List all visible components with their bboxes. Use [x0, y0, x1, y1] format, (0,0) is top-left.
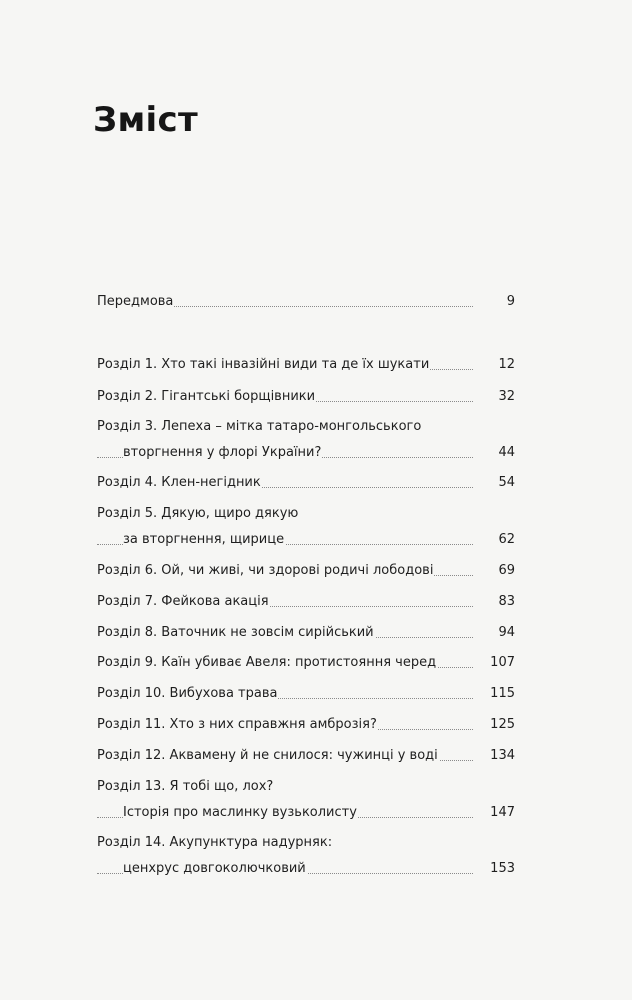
- page-number: 107: [490, 655, 515, 670]
- entry-title: Розділ 1. Хто такі інвазійні види та де їх шукати: [97, 357, 430, 372]
- toc-entry-chapter-2[interactable]: [97, 380, 515, 410]
- page-number: 12: [498, 357, 515, 372]
- entry-title: Розділ 9. Каїн убиває Авеля: протистояння черед: [97, 655, 437, 670]
- page-number: 62: [498, 532, 515, 547]
- entry-title: Розділ 10. Вибухова трава: [97, 686, 278, 701]
- entry-title-line-1: Розділ 5. Дякую, щиро дякую: [97, 506, 299, 521]
- entry-title: Розділ 4. Клен-негідник: [97, 475, 261, 490]
- entry-title-line-2: Історія про маслинку вузьколисту: [123, 805, 357, 820]
- entry-title: Розділ 11. Хто з них справжня амброзія?: [97, 717, 377, 732]
- toc-entry-chapter-13[interactable]: [97, 770, 515, 826]
- entry-title-line-1: Розділ 3. Лепеха – мітка татаро-монгольського: [97, 419, 422, 434]
- toc-entry-chapter-6[interactable]: [97, 554, 515, 584]
- entry-title-line-2: ценхрус довгоколючковий: [123, 861, 306, 876]
- toc-entry-chapter-5[interactable]: [97, 497, 515, 553]
- toc-entry-chapter-1[interactable]: [97, 348, 515, 378]
- page-number: 44: [498, 445, 515, 460]
- toc-entry-chapter-11[interactable]: [97, 708, 515, 738]
- toc-entry-chapter-7[interactable]: [97, 585, 515, 615]
- toc-entry-preface[interactable]: [97, 285, 515, 315]
- toc-entry-chapter-12[interactable]: [97, 739, 515, 769]
- entry-title: Розділ 6. Ой, чи живі, чи здорові родичі лободові: [97, 563, 434, 578]
- page-number: 115: [490, 686, 515, 701]
- toc-entry-chapter-3[interactable]: [97, 410, 515, 466]
- page-number: 83: [498, 594, 515, 609]
- entry-title: Розділ 7. Фейкова акація: [97, 594, 269, 609]
- toc-entry-chapter-4[interactable]: [97, 466, 515, 496]
- page-number: 54: [498, 475, 515, 490]
- entry-title: Розділ 12. Аквамену й не снилося: чужинці у воді: [97, 748, 438, 763]
- toc-entry-chapter-10[interactable]: [97, 677, 515, 707]
- page-number: 153: [490, 861, 515, 876]
- toc-entry-chapter-8[interactable]: [97, 616, 515, 646]
- page-number: 9: [506, 294, 515, 309]
- entry-title: Розділ 8. Ваточник не зовсім сирійський: [97, 625, 374, 640]
- page-number: 32: [498, 389, 515, 404]
- page-number: 94: [498, 625, 515, 640]
- page-number: 147: [490, 805, 515, 820]
- entry-title-line-2: за вторгнення, щирице: [123, 532, 285, 547]
- page-number: 125: [490, 717, 515, 732]
- page-title: Зміст: [93, 100, 198, 140]
- entry-title-line-1: Розділ 14. Акупунктура надурняк:: [97, 835, 333, 850]
- page-number: 134: [490, 748, 515, 763]
- page-number: 69: [498, 563, 515, 578]
- entry-title-line-1: Розділ 13. Я тобі що, лох?: [97, 779, 274, 794]
- entry-title-line-2: вторгнення у флорі України?: [123, 445, 322, 460]
- toc-entry-chapter-14[interactable]: [97, 826, 515, 882]
- entry-title: Розділ 2. Гігантські борщівники: [97, 389, 316, 404]
- toc-entry-chapter-9[interactable]: [97, 646, 515, 676]
- entry-title: Передмова: [97, 294, 174, 309]
